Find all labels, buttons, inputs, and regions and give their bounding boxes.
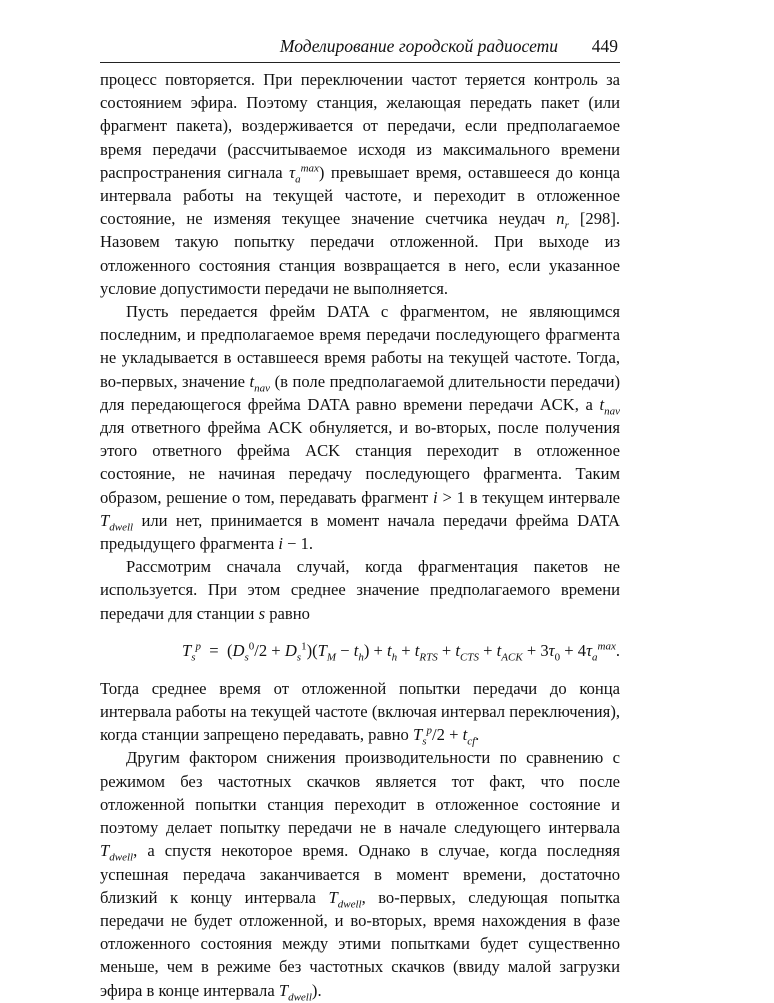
paragraph-3: Рассмотрим сначала случай, когда фрагментация пакетов не используется. При этом среднее значение предполагаемого времени передачи для станции s равно bbox=[100, 557, 620, 623]
paragraph-4: Тогда среднее время от отложенной попытки передачи до конца интервала работы на текущей частоте (включая интервал переключения), когда станции запрещено передавать, равно $T_s^p/2 + t_{cf}$. bbox=[100, 678, 620, 748]
paragraph-5: Другим фактором снижения производительности по сравнению с режимом без частотных скачков является тот факт, что после отложенной попытки станция переходит в отложенное состояние и поэтому делает попытку передачи не в начале следующего интервала $T_{dwell}$, а спустя некоторое время. Однако в случае, когда последняя успешная передача заканчивается в момент времени, достаточно близкий к концу интервала $T_{dwell}$, во-первых, следующая попытка передачи не будет отложенной, и во-вторых, время нахождения в фазе отложенного состояния между этими попытками будет существенно меньше, чем в режиме без частотных скачков (ввиду малой загрузки эфира в конце интервала $T_{dwell}$). bbox=[100, 748, 620, 1003]
paragraph-2: Пусть передается фрейм DATA с фрагментом, не являющимся последним, и предполагаемое время передачи последующего фрагмента не укладывается в оставшееся время работы на текущей частоте. Тогда, во-первых, значение $t_{nav}$ (в поле предполагаемой длительности передачи) для передающегося фрейма DATA равно времени передачи ACK, а $t_{nav}$ для ответного фрейма ACK обнуляется, и во-вторых, после получения этого ответного фрейма ACK станция переходит в отложенное состояние, не начиная передачу последующего фрагмента. Таким образом, решение о том, передавать фрагмент i > 1 в текущем интервале $T_{dwell}$ или нет, принимается в момент начала передачи фрейма DATA предыдущего фрагмента i − 1. bbox=[100, 302, 620, 554]
running-header-title: Моделирование городской радиосети bbox=[279, 36, 558, 56]
page-number: 449 bbox=[591, 36, 618, 56]
running-header bbox=[100, 36, 620, 63]
paragraph-1: процесс повторяется. При переключении частот теряется контроль за состоянием эфира. Поэтому станция, желающая передать пакет (или фрагмент пакета), воздерживается от передачи, если предполагаемое время передачи (рассчитываемое исходя из максимального времени распространения сигнала $\tau_a^{max}$) превышает время, оставшееся до конца интервала работы на текущей частоте, и переходит в отложенное состояние, не изменяя текущее значение счетчика неудач $n_r$ [298]. Назовем такую попытку передачи отложенной. При выходе из отложенного состояния станция возвращается в него, если указанное условие допустимости передачи не выполняется. bbox=[100, 70, 620, 298]
body-text bbox=[100, 68, 620, 1002]
display-formula: $T_s^p = (D_s^0/2 + D_s^1)(T_M - t_h) + t_h + t_{RTS} + t_{CTS} + t_{ACK} + 3\tau_0 + 4\tau_a^{max}$. bbox=[181, 640, 620, 664]
